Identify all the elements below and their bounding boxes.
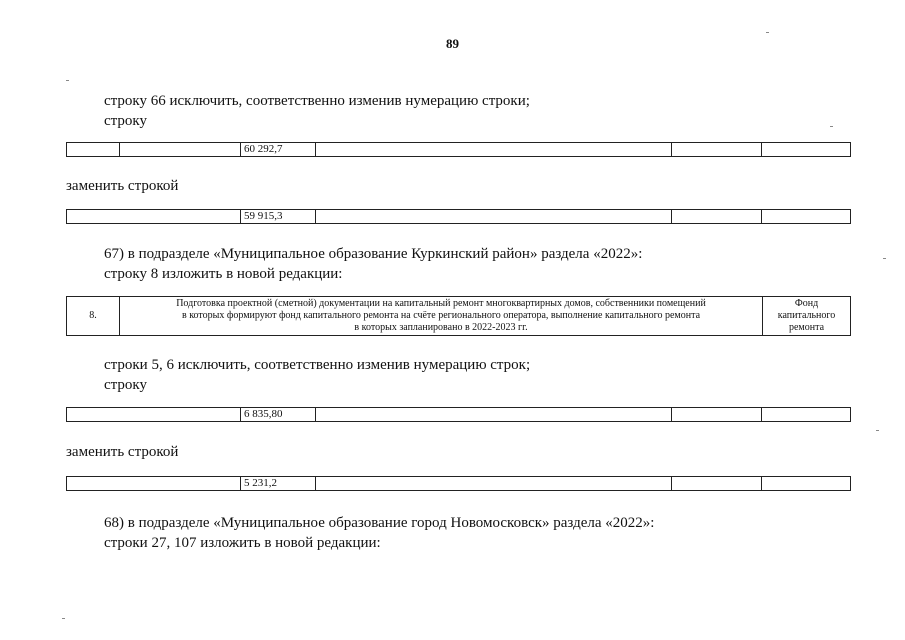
table-cell [762,210,851,224]
table-cell [672,143,762,157]
paragraph-line: строку [104,377,147,393]
table-cell-amount: 6 835,80 [241,408,316,422]
table-cell [316,477,672,491]
source-line: ремонта [788,322,825,333]
paragraph-67 [104,244,642,284]
paragraph-line: 68) в подразделе «Муниципальное образование город Новомосковск» раздела «2022»: [104,515,655,531]
table-cell-amount: 5 231,2 [241,477,316,491]
replace-label: заменить строкой [66,178,179,194]
source-line: Фонд [794,298,819,309]
paragraph-line: 67) в подразделе «Муниципальное образование Куркинский район» раздела «2022»: [104,246,643,262]
description-line: Подготовка проектной (сметной) документации на капитальный ремонт многоквартирных домов, собственники помещений [176,298,706,309]
table-row-8 [66,296,851,336]
table-row [67,408,851,422]
table-row-old-2 [66,407,851,422]
table-row-new-2 [66,476,851,491]
paragraph-remove-row-66 [104,91,530,131]
table-row [67,477,851,491]
table-row-new-1 [66,209,851,224]
scan-speck [876,430,879,431]
table-cell [762,477,851,491]
table-cell [672,477,762,491]
table-cell [672,210,762,224]
description-line: в которых запланировано в 2022-2023 гг. [354,322,528,333]
table-row [67,143,851,157]
table-row [67,210,851,224]
table-cell [316,210,672,224]
paragraph-line: строку [104,113,147,129]
paragraph-line: строки 5, 6 исключить, соответственно изменив нумерацию строк; [104,357,531,373]
paragraph-line: строки 27, 107 изложить в новой редакции: [104,535,381,551]
row-number: 8. [67,297,120,336]
paragraph-line: строку 66 исключить, соответственно изменив нумерацию строки; [104,93,530,109]
table-cell [67,477,241,491]
table-cell-amount: 59 915,3 [241,210,316,224]
row-description [120,297,763,336]
table-row-old-1 [66,142,851,157]
scan-speck [830,126,833,127]
funding-source [763,297,851,336]
scan-speck [66,80,69,81]
paragraph-remove-rows-5-6 [104,355,530,395]
table-cell [120,143,241,157]
table-cell [762,408,851,422]
table-cell [672,408,762,422]
replace-label: заменить строкой [66,444,179,460]
table-cell [67,210,241,224]
page-number: 89 [446,36,459,51]
table-row [67,297,851,336]
table-cell [316,143,672,157]
paragraph-68 [104,513,654,553]
description-line: в которых формируют фонд капитального ремонта на счёте регионального оператора, выполнение капитального ремонта [181,310,701,321]
table-cell [67,143,120,157]
scan-speck [62,618,65,619]
table-cell-amount: 60 292,7 [241,143,316,157]
table-cell [762,143,851,157]
scan-speck [766,32,769,33]
paragraph-line: строку 8 изложить в новой редакции: [104,266,343,282]
table-cell [67,408,241,422]
table-cell [316,408,672,422]
source-line: капитального [777,310,836,321]
scan-speck [883,258,886,259]
